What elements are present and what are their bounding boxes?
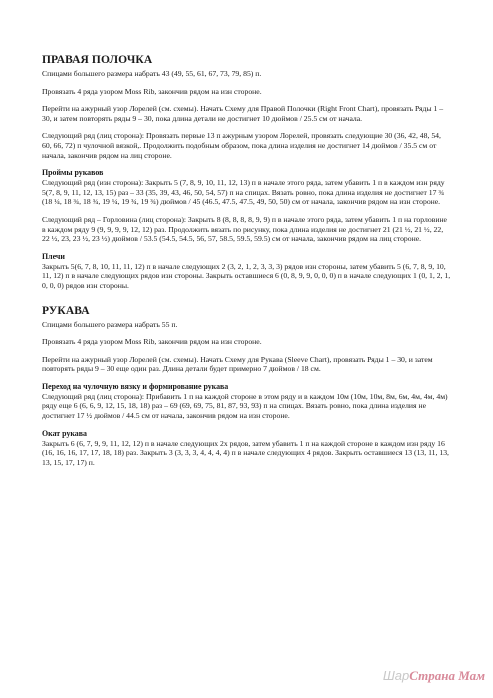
right-front-next-row: Следующий ряд (лиц сторона): Провязать первые 13 п ажурным узором Лорелей, провязать следующие 30 (36, 42, 48, 54, 60, 66, 72) п чулочной вязкой,. Продолжить подобным образом, пока длина изделия не достигнет 14 дюймов / 35.5 см от начала, закончив рядом на лиц стороне. <box>42 131 441 160</box>
document-content <box>42 54 452 475</box>
watermark-part1: Шар <box>382 668 410 683</box>
neckline-text: Следующий ряд – Горловина (лиц сторона): Закрыть 8 (8, 8, 8, 8, 9, 9) п в начале этого ряда, затем убавить 1 п на горловине в каждом ряду 9 (9, 9, 9, 9, 12, 12) раз. Продолжить вязать по рисунку, пока длина изделия не достигнет 21 (21 ½, 21 ½, 22, 22 ½, 23, 23 ½, 23 ½) дюймов / 53.5 (54.5, 54.5, 56, 57, 58.5, 59.5, 59.5) см от начала, закончив рядом на лиц стороне. <box>42 214 447 244</box>
sleeves-moss-rib: Провязать 4 ряда узором Moss Rib, закончив рядом на изн стороне. <box>42 337 262 347</box>
shoulders-text: Закрыть 5(6, 7, 8, 10, 11, 11, 12) п в начале следующих 2 (3, 2, 1, 2, 3, 3, 3) рядов изн стороны, затем убавить 5 (6, 7, 8, 9, 10, 11, 12) п в начале следующих рядов изн стороны. Закрыть оставшиеся 6 (0, 8, 9, 9, 0, 0, 0) п в начале следующих 1 (0, 1, 2, 1, 0, 0, 0) рядов изн стороны. <box>42 261 451 290</box>
right-front-moss-rib: Провязать 4 ряда узором Moss Rib, закончив рядом на изн стороне. <box>42 86 262 96</box>
right-front-title: ПРАВАЯ ПОЛОЧКА <box>42 54 153 66</box>
sleeves-title: РУКАВА <box>42 304 90 317</box>
armholes-text: Следующий ряд (изн сторона): Закрыть 5 (7, 8, 9, 10, 11, 12, 13) п в начале этого ряда, затем убавить 1 п в каждом изн ряду 5(7, 8, 9, 11, 12, 13, 15) раз – 33 (35, 39, 43, 46, 50, 54, 57) п на спицах. Вязать ровно, пока длина изделия не достигнет 17 ¾ (18 ¼, 18 ¾, 18 ¾, 19 ¼, 19 ¾, 19 ¾) дюймов / 45 (46.5, 47.5, 47.5, 49, 50, 50) см от начала, закончив рядом на изн стороне. <box>42 178 445 207</box>
watermark-part2: Страна Мам <box>409 668 485 683</box>
sleeve-cap-text: Закрыть 6 (6, 7, 9, 9, 11, 12, 12) п в начале следующих 2х рядов, затем убавить 1 п на каждой стороне в каждом изн ряду 16 (16, 16, 16, 17, 17, 18, 18) раз. Закрыть 3 (3, 3, 3, 4, 4, 4, 4) п в начале следующих 4 рядов. Закрыть оставшиеся 13 (13, 11, 13, 13, 15, 17, 17) п. <box>42 438 449 467</box>
sleeve-cap-heading: Окат рукава <box>42 428 87 438</box>
sleeves-lace-pattern: Перейти на ажурный узор Лорелей (см. схемы). Начать Схему для Рукава (Sleeve Chart), провязать Ряды 1 – 30, и затем повторять ряды 9 – 30 еще один раз. Длина детали будет примерно 7 дюймов / 18 см. <box>42 354 433 374</box>
right-front-lace-pattern: Перейти на ажурный узор Лорелей (см. схемы). Начать Схему для Правой Полочки (Right Front Chart), провязать Ряды 1 – 30, и затем повторять ряды 9 – 30, пока длина детали не достигнет 10 дюймов / 25.5 см от начала. <box>42 104 444 123</box>
stockinette-text: Следующий ряд (лиц сторона): Прибавить 1 п на каждой стороне в этом ряду и в каждом 10м (10м, 10м, 8м, 6м, 4м, 4м, 4м) ряду еще 6 (6, 6, 9, 12, 15, 18, 18) раз – 69 (69, 69, 75, 81, 87, 93, 93) п на спицах. Вязать ровно, пока длина изделия не достигнет 17 ½ дюймов / 44.5 см от начала, закончив рядом на изн стороне. <box>42 391 448 421</box>
stockinette-heading: Переход на чулочную вязку и формирование рукава <box>42 381 229 391</box>
sleeves-cast-on: Спицами большего размера набрать 55 п. <box>42 319 178 329</box>
right-front-cast-on: Спицами большего размера набрать 43 (49, 55, 61, 67, 73, 79, 85) п. <box>42 69 262 78</box>
shoulders-heading: Плечи <box>42 251 65 261</box>
watermark-logo <box>383 668 485 684</box>
armholes-heading: Проймы рукавов <box>42 168 104 178</box>
